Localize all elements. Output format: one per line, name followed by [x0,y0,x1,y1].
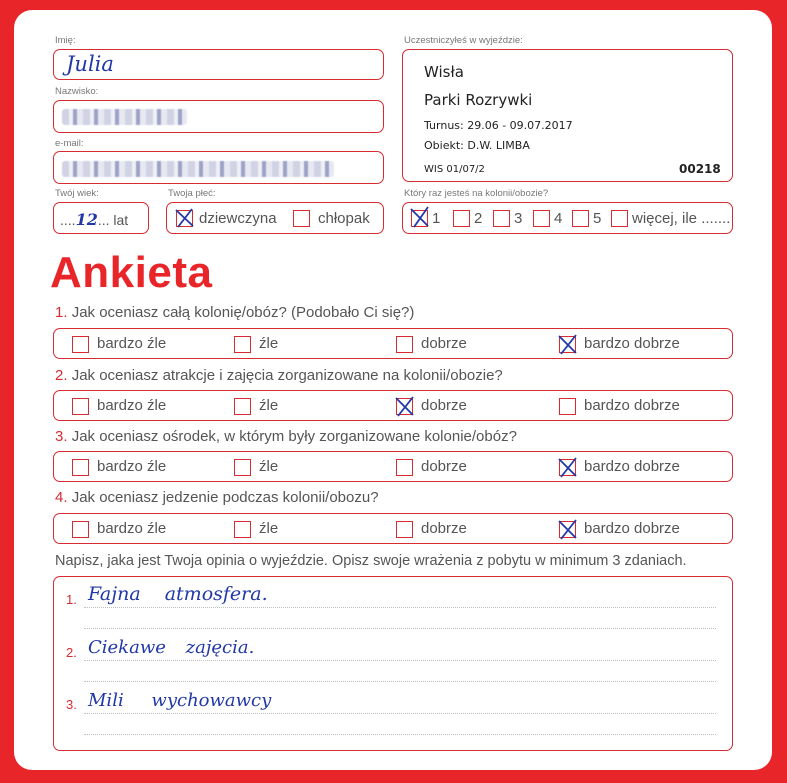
email-label: e-mail: [55,138,84,149]
option-label-q2-źle: źle [259,397,279,414]
opinion-2-text: Ciekawe zajęcia. [88,637,255,658]
opinion-1-num: 1. [66,592,77,607]
wiek-dots-right: ... [97,212,110,228]
times-option-1: 1 [432,210,441,227]
question-4 [55,489,379,506]
checkbox-q3-źle[interactable] [234,459,251,476]
checkbox-q4-dobrze[interactable] [396,521,413,538]
option-label-q3-bardzo-źle: bardzo źle [97,458,167,475]
option-label-q4-dobrze: dobrze [421,520,467,537]
checkbox-q1-bardzo-źle[interactable] [72,336,89,353]
trip-name: Parki Rozrywki [424,91,533,109]
wiek-field[interactable] [53,202,149,234]
checkbox-chlopak[interactable] [293,210,310,227]
option-label-q4-źle: źle [259,520,279,537]
writing-line [84,660,716,661]
trip-turnus: Turnus: 29.06 - 09.07.2017 [424,119,573,132]
trip-code: WIS 01/07/2 [424,164,485,175]
option-label-q3-źle: źle [259,458,279,475]
question-2-num: 2. [55,367,68,384]
check-mark-q1 [557,333,579,355]
question-3-text: Jak oceniasz ośrodek, w którym były zorganizowane kolonie/obóz? [71,428,517,445]
opinion-2-num: 2. [66,645,77,660]
survey-title: Ankieta [50,248,213,297]
wiek-dots: .... [60,212,76,228]
question-2 [55,367,503,384]
question-1 [55,304,414,321]
nazwisko-redacted [62,109,187,125]
wiek-line [60,210,128,229]
checkbox-q4-źle[interactable] [234,521,251,538]
wiek-label: Twój wiek: [55,188,99,199]
option-label-q1-źle: źle [259,335,279,352]
plec-label: Twoja płeć: [168,188,216,199]
email-field[interactable] [53,151,384,184]
checkbox-q2-bardzo-źle[interactable] [72,398,89,415]
wiek-value: 12 [75,210,98,229]
writing-line [84,734,716,735]
plec-option-dziewczyna: dziewczyna [199,210,277,227]
check-mark-q3 [557,456,579,478]
times-option-3: 3 [514,210,523,227]
check-mark-q2 [394,395,416,417]
option-label-q1-bardzo-źle: bardzo źle [97,335,167,352]
times-label: Który raz jesteś na kolonii/obozie? [404,188,549,199]
question-4-num: 4. [55,489,68,506]
option-label-q2-dobrze: dobrze [421,397,467,414]
imie-field[interactable] [53,49,384,80]
trip-number: 00218 [679,162,721,176]
option-label-q2-bardzo-dobrze: bardzo dobrze [584,397,680,414]
option-label-q1-dobrze: dobrze [421,335,467,352]
imie-label: Imię: [55,35,76,46]
checkbox-times-more[interactable] [611,210,628,227]
writing-line [84,607,716,608]
checkbox-times-5[interactable] [572,210,589,227]
question-1-text: Jak oceniasz całą kolonię/obóz? (Podobało Ci się?) [71,304,415,321]
option-label-q1-bardzo-dobrze: bardzo dobrze [584,335,680,352]
option-label-q3-dobrze: dobrze [421,458,467,475]
nazwisko-field[interactable] [53,100,384,133]
writing-line [84,681,716,682]
wiek-unit: lat [113,212,129,228]
checkbox-q3-bardzo-źle[interactable] [72,459,89,476]
opinion-3-num: 3. [66,697,77,712]
imie-value: Julia [66,52,114,76]
writing-line [84,628,716,629]
checkbox-times-3[interactable] [493,210,510,227]
plec-option-chlopak: chłopak [318,210,370,227]
trip-place: Wisła [424,63,464,81]
trip-label: Uczestniczyłeś w wyjeździe: [404,35,523,46]
option-label-q4-bardzo-źle: bardzo źle [97,520,167,537]
trip-box [402,49,733,182]
checkbox-q4-bardzo-źle[interactable] [72,521,89,538]
times-option-5: 5 [593,210,602,227]
checkbox-q3-dobrze[interactable] [396,459,413,476]
check-mark-q4 [557,518,579,540]
writing-line [84,713,716,714]
checkbox-q1-dobrze[interactable] [396,336,413,353]
option-label-q2-bardzo-źle: bardzo źle [97,397,167,414]
times-option-4: 4 [554,210,563,227]
option-label-q4-bardzo-dobrze: bardzo dobrze [584,520,680,537]
option-label-q3-bardzo-dobrze: bardzo dobrze [584,458,680,475]
opinion-3-text: Mili wychowawcy [88,690,272,711]
checkbox-times-2[interactable] [453,210,470,227]
question-4-text: Jak oceniasz jedzenie podczas kolonii/obozu? [71,489,379,506]
check-mark-dziewczyna [174,207,196,229]
question-3-num: 3. [55,428,68,445]
check-mark-times-1 [409,206,431,228]
checkbox-times-4[interactable] [533,210,550,227]
nazwisko-label: Nazwisko: [55,86,99,97]
checkbox-q2-źle[interactable] [234,398,251,415]
times-option-more: więcej, ile ....... [632,210,731,227]
opinion-1-text: Fajna atmosfera. [88,583,268,605]
question-2-text: Jak oceniasz atrakcje i zajęcia zorganizowane na kolonii/obozie? [71,367,503,384]
question-1-num: 1. [55,304,68,321]
question-3 [55,428,517,445]
times-option-2: 2 [474,210,483,227]
email-redacted [62,161,334,177]
opinion-prompt: Napisz, jaka jest Twoja opinia o wyjeździe. Opisz swoje wrażenia z pobytu w minimum 3 zdaniach. [55,553,687,569]
checkbox-q2-bardzo-dobrze[interactable] [559,398,576,415]
trip-obiekt: Obiekt: D.W. LIMBA [424,139,530,152]
checkbox-q1-źle[interactable] [234,336,251,353]
